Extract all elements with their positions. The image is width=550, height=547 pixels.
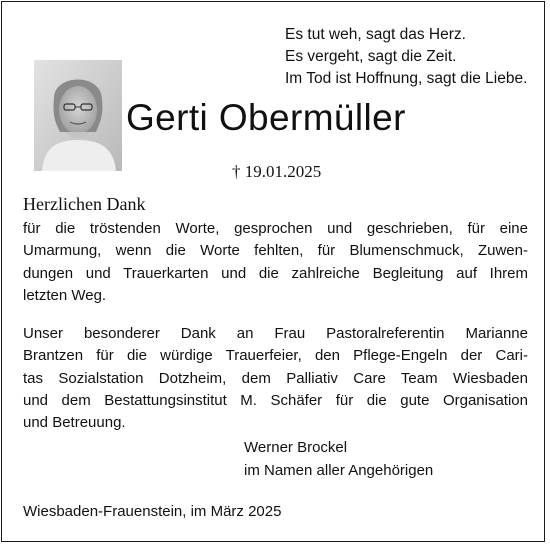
- text-line: und dem Bestattungsinstitut M. Schäfer für die gute Organisation: [23, 391, 528, 409]
- death-date: † 19.01.2025: [232, 162, 322, 181]
- deceased-name: Gerti Obermüller: [126, 97, 406, 138]
- place-and-date: Wiesbaden-Frauenstein, im März 2025: [23, 503, 282, 520]
- signatory-name: Werner Brockel: [244, 439, 348, 456]
- thanks-paragraph-1: [23, 218, 528, 307]
- text-line: letzten Weg.: [23, 286, 107, 304]
- text-line: Brantzen für die würdige Trauerfeier, den Pflege-Engeln der Cari-: [23, 347, 528, 365]
- text-line: für die tröstenden Worte, gesprochen und geschrieben, für eine: [23, 220, 528, 237]
- poem-line: Es vergeht, sagt die Zeit.: [285, 48, 457, 65]
- thanks-heading: Herzlichen Dank: [23, 194, 146, 214]
- text-line: dungen und Trauerkarten und die zahlreiche Begleitung auf Ihrem: [23, 264, 528, 282]
- portrait-photo: [34, 60, 122, 171]
- memorial-poem: [285, 24, 527, 90]
- poem-line: Im Tod ist Hoffnung, sagt die Liebe.: [285, 70, 528, 87]
- poem-line: Es tut weh, sagt das Herz.: [285, 26, 466, 43]
- portrait-image: [34, 60, 122, 171]
- thanks-paragraph-2: [23, 323, 528, 434]
- signature-block: [244, 437, 433, 482]
- text-line: Unser besonderer Dank an Frau Pastoralreferentin Marianne: [23, 325, 528, 342]
- text-line: Umarmung, wenn die Worte fehlten, für Blumenschmuck, Zuwen-: [23, 242, 528, 260]
- signatory-note: im Namen aller Angehörigen: [244, 461, 434, 479]
- text-line: und Betreuung.: [23, 414, 126, 432]
- text-line: tas Sozialstation Dotzheim, dem Palliativ Care Team Wiesbaden: [23, 369, 528, 387]
